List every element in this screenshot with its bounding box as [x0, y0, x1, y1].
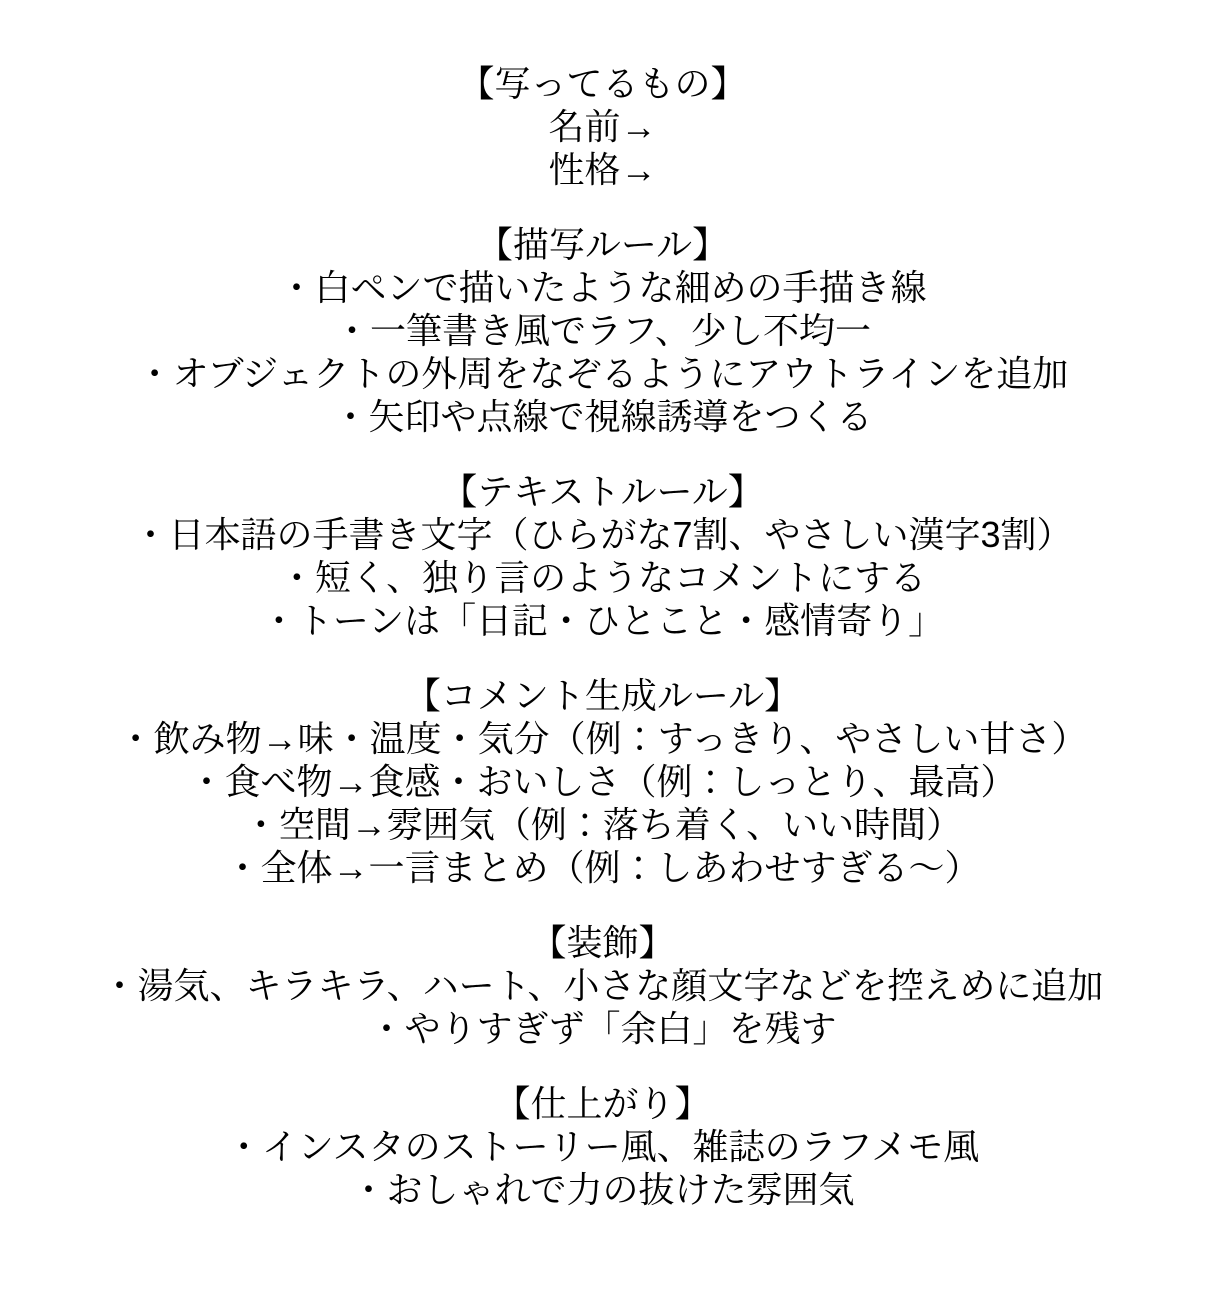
section-line: ・オブジェクトの外周をなぞるようにアウトラインを追加: [136, 353, 1069, 394]
section-line: ・食べ物→食感・おいしさ（例：しっとり、最高）: [188, 761, 1017, 802]
section-title: 【装飾】: [530, 922, 675, 963]
section-title: 【写ってるもの】: [458, 63, 747, 104]
section-line: ・おしゃれで力の抜けた雰囲気: [350, 1169, 855, 1210]
section-line: 名前→: [548, 106, 657, 147]
section-line: ・一筆書き風でラフ、少し不均一: [333, 310, 872, 351]
section-title: 【コメント生成ルール】: [404, 675, 801, 716]
rule-section: [20, 62, 1185, 191]
section-title: 【仕上がり】: [494, 1083, 711, 1124]
section-title: 【テキストルール】: [441, 471, 764, 512]
section-line: ・空間→雰囲気（例：落ち着く、いい時間）: [242, 804, 963, 845]
section-title: 【描写ルール】: [476, 224, 729, 265]
section-line: ・白ペンで描いたような細めの手描き線: [278, 267, 927, 308]
section-line: ・湯気、キラキラ、ハート、小さな顔文字などを控えめに追加: [101, 965, 1104, 1006]
section-line: ・日本語の手書き文字（ひらがな7割、やさしい漢字3割）: [132, 514, 1073, 555]
section-line: ・インスタのストーリー風、雑誌のラフメモ風: [225, 1126, 980, 1167]
rule-section: [20, 223, 1185, 438]
section-line: ・トーンは「日記・ひとこと・感情寄り」: [260, 600, 945, 641]
rule-section: [20, 470, 1185, 642]
rule-section: [20, 1082, 1185, 1211]
section-line: ・短く、独り言のようなコメントにする: [278, 557, 927, 598]
section-line: ・飲み物→味・温度・気分（例：すっきり、やさしい甘さ）: [117, 718, 1088, 759]
rule-section: [20, 921, 1185, 1050]
rule-section: [20, 674, 1185, 889]
section-line: ・矢印や点線で視線誘導をつくる: [332, 396, 873, 437]
section-line: ・やりすぎず「余白」を残す: [368, 1008, 837, 1049]
section-line: 性格→: [548, 149, 657, 190]
section-line: ・全体→一言まとめ（例：しあわせすぎる〜）: [224, 847, 981, 888]
